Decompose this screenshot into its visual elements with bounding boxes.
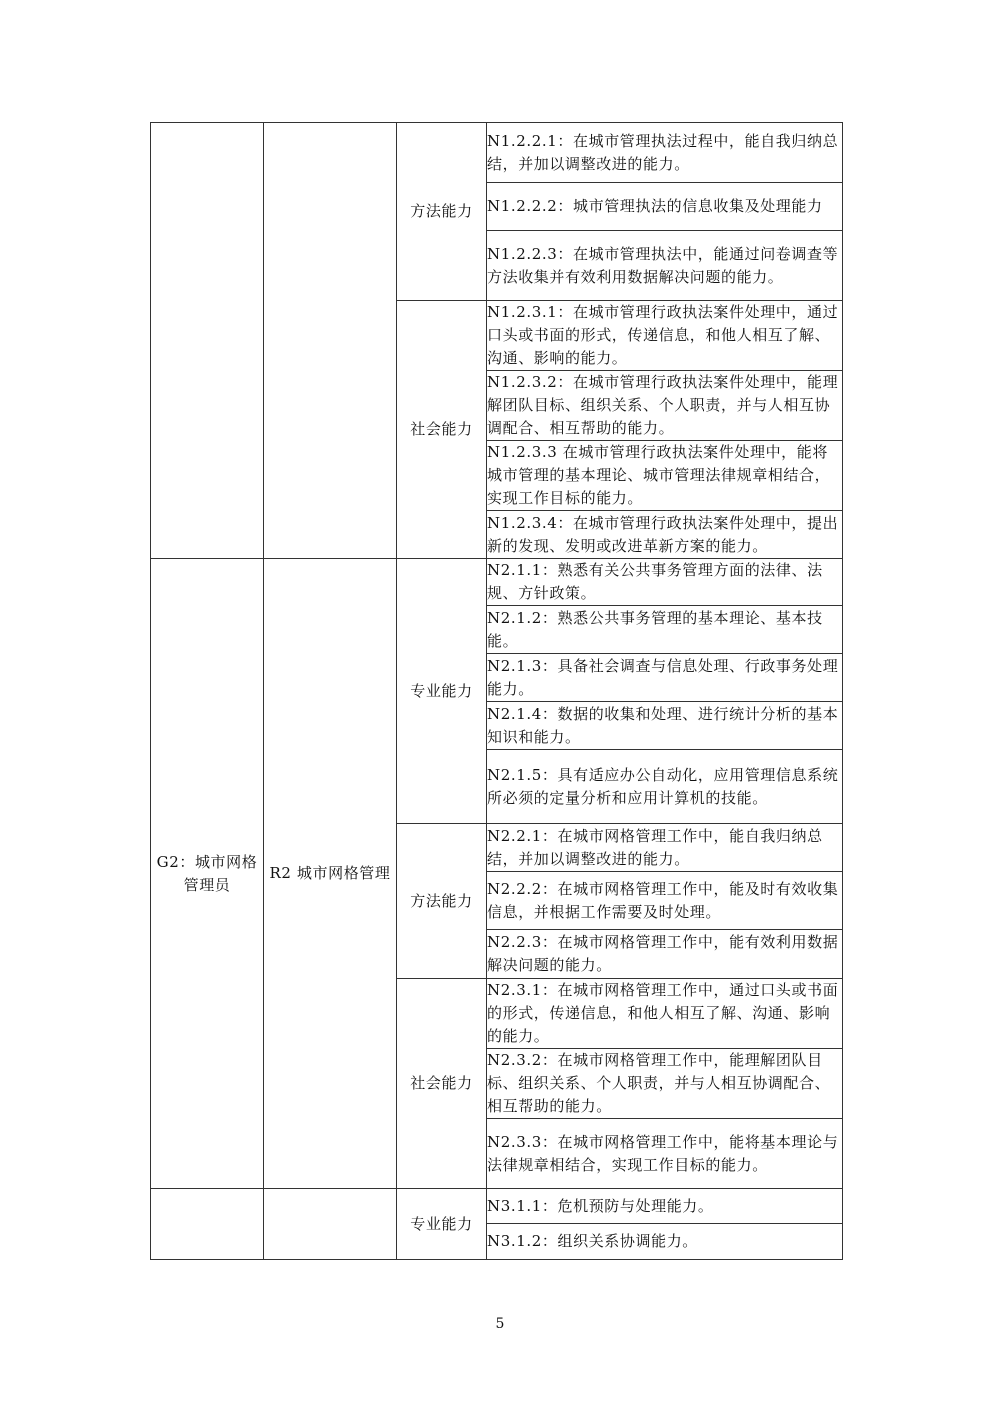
category-professional: 专业能力 [397, 1189, 487, 1260]
competency-item: N2.1.1：熟悉有关公共事务管理方面的法律、法规、方针政策。 [487, 559, 843, 606]
competency-item: N1.2.2.1：在城市管理执法过程中，能自我归纳总结，并加以调整改进的能力。 [487, 123, 843, 183]
page-number: 5 [495, 1316, 505, 1332]
category-social: 社会能力 [397, 301, 487, 559]
competency-item: N1.2.3.4：在城市管理行政执法案件处理中，提出新的发现、发明或改进革新方案的能力。 [487, 511, 843, 559]
role-cell-empty [264, 123, 397, 559]
competency-item: N2.2.3：在城市网格管理工作中，能有效利用数据解决问题的能力。 [487, 930, 843, 979]
competency-item: N2.1.4：数据的收集和处理、进行统计分析的基本知识和能力。 [487, 702, 843, 750]
competency-item: N1.2.3.3 在城市管理行政执法案件处理中，能将城市管理的基本理论、城市管理法律规章相结合，实现工作目标的能力。 [487, 441, 843, 511]
competency-item: N3.1.2：组织关系协调能力。 [487, 1224, 843, 1260]
role-cell-empty [264, 1189, 397, 1260]
competency-item: N2.3.3：在城市网格管理工作中，能将基本理论与法律规章相结合，实现工作目标的能力。 [487, 1119, 843, 1189]
competency-item: N2.2.1：在城市网格管理工作中，能自我归纳总结，并加以调整改进的能力。 [487, 824, 843, 872]
competency-item: N2.3.1：在城市网格管理工作中，通过口头或书面的形式，传递信息，和他人相互了解、沟通、影响的能力。 [487, 979, 843, 1049]
category-method: 方法能力 [397, 123, 487, 301]
competency-item: N1.2.2.2：城市管理执法的信息收集及处理能力 [487, 183, 843, 231]
competency-item: N2.3.2：在城市网格管理工作中，能理解团队目标、组织关系、个人职责，并与人相互协调配合、相互帮助的能力。 [487, 1049, 843, 1119]
competency-item: N1.2.3.1：在城市管理行政执法案件处理中，通过口头或书面的形式，传递信息，和他人相互了解、沟通、影响的能力。 [487, 301, 843, 371]
competency-item: N2.1.3：具备社会调查与信息处理、行政事务处理能力。 [487, 654, 843, 702]
competency-item: N1.2.2.3：在城市管理执法中，能通过问卷调查等方法收集并有效利用数据解决问题的能力。 [487, 231, 843, 301]
competency-item: N2.2.2：在城市网格管理工作中，能及时有效收集信息，并根据工作需要及时处理。 [487, 872, 843, 930]
position-cell-empty [151, 123, 264, 559]
competency-item: N2.1.2：熟悉公共事务管理的基本理论、基本技能。 [487, 606, 843, 654]
category-social: 社会能力 [397, 979, 487, 1189]
role-cell: R2 城市网格管理 [264, 559, 397, 1189]
competency-item: N3.1.1：危机预防与处理能力。 [487, 1189, 843, 1224]
category-professional: 专业能力 [397, 559, 487, 824]
position-cell: G2：城市网格管理员 [151, 559, 264, 1189]
competency-item: N1.2.3.2：在城市管理行政执法案件处理中，能理解团队目标、组织关系、个人职责，并与人相互协调配合、相互帮助的能力。 [487, 371, 843, 441]
position-cell-empty [151, 1189, 264, 1260]
category-method: 方法能力 [397, 824, 487, 979]
competency-item: N2.1.5：具有适应办公自动化，应用管理信息系统所必须的定量分析和应用计算机的技能。 [487, 750, 843, 824]
competency-table [150, 122, 843, 1260]
